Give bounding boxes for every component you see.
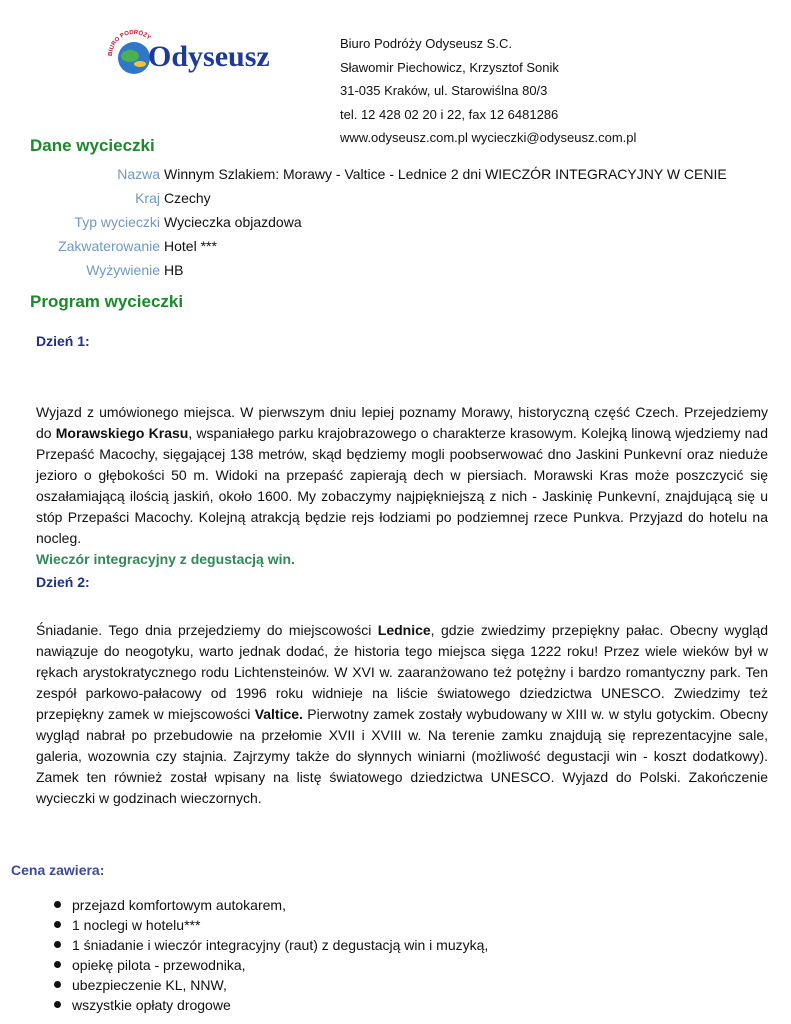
price-includes-title: Cena zawiera:	[11, 862, 105, 878]
bullet-icon	[54, 961, 61, 968]
list-item	[50, 895, 488, 915]
list-item	[50, 955, 488, 975]
day2-bold-lednice: Lednice	[377, 622, 431, 638]
detail-label: Nazwa	[117, 166, 160, 182]
list-item	[50, 935, 488, 955]
bullet-icon	[54, 921, 61, 928]
detail-row-accommodation	[0, 234, 791, 258]
day1-title: Dzień 1:	[36, 333, 90, 349]
list-item-text: 1 noclegi w hotelu***	[72, 917, 201, 933]
detail-label: Kraj	[135, 190, 160, 206]
odyseusz-logo	[106, 26, 306, 78]
detail-value: HB	[164, 262, 184, 278]
logo-arc-text: BIURO PODRÓŻY	[107, 29, 152, 57]
list-item	[50, 915, 488, 935]
bullet-icon	[54, 1001, 61, 1008]
detail-value: Winnym Szlakiem: Morawy - Valtice - Lednice 2 dni WIECZÓR INTEGRACYJNY W CENIE	[164, 166, 727, 182]
section-title-program: Program wycieczki	[30, 292, 184, 311]
price-includes-list	[50, 895, 488, 1015]
agency-phone: tel. 12 428 02 20 i 22, fax 12 6481286	[340, 106, 559, 122]
list-item-text: 1 śniadanie i wieczór integracyjny (raut) z degustacją win i muzyką,	[72, 937, 489, 953]
day1-highlight: Wieczór integracyjny z degustacją win.	[36, 551, 295, 567]
list-item-text: wszystkie opłaty drogowe	[72, 997, 231, 1013]
agency-address: 31-035 Kraków, ul. Starowiślna 80/3	[340, 83, 548, 98]
globe-land	[121, 50, 139, 62]
detail-value: Wycieczka objazdowa	[164, 214, 302, 230]
list-item	[50, 975, 488, 995]
day1-text-1: Wyjazd z umówionego miejsca. W pierwszym dniu lepiej poznamy Morawy, historyczną część Czech. Przejedziemy do	[36, 404, 768, 441]
list-item-text: opiekę pilota - przewodnika,	[72, 957, 246, 973]
day1-text-2: , wspaniałego parku krajobrazowego o charakterze krasowym. Kolejką linową wjedziemy nad Przepaść Macochy, sięgającej 138 metrów, skąd będziemy mogli poobserwować dno Jaskini Punkevní oraz nieduże jezioro o głębokości 50 m. Widoki na przepaść zapierają dech w piersiach. Morawski Kras może poszczycić się oszałamiającą ilością jaskiń, około 1600. My zobaczymy najpiękniejszą z nich - Jaskinię Punkevní, znajdującą się u stóp Przepaści Macochy. Kolejną atrakcją będzie rejs łodziami po podziemnej rzece Punkva. Przyjazd do hotelu na nocleg.	[36, 425, 768, 546]
section-title-details: Dane wycieczki	[30, 136, 155, 155]
list-item-text: przejazd komfortowym autokarem,	[72, 897, 286, 913]
day2-title: Dzień 2:	[36, 574, 90, 590]
detail-label: Typ wycieczki	[74, 214, 160, 230]
day2-text-3: Pierwotny zamek zostały wybudowany w XIII w. w stylu gotyckim. Obecny wygląd nabrał po przebudowie na przełomie XVII i XVIII w. Na terenie zamku znajdują się reprezentacyjne sale, galeria, wozownia czy stajnia. Zajrzymy także do słynnych winiarni (możliwość degustacji win - koszt dodatkowy). Zamek ten również został wpisany na listę światowego dziedzictwa UNESCO. Wyjazd do Polski. Zakończenie wycieczki w godzinach wieczornych.	[36, 706, 768, 806]
day2-description	[36, 620, 768, 809]
detail-value: Czechy	[164, 190, 211, 206]
agency-info	[340, 32, 636, 150]
list-item	[50, 995, 488, 1015]
agency-web-email: www.odyseusz.com.pl wycieczki@odyseusz.com.pl	[340, 130, 637, 145]
day2-bold-valtice: Valtice.	[254, 706, 303, 722]
bullet-icon	[54, 981, 61, 988]
list-item-text: ubezpieczenie KL, NNW,	[72, 977, 227, 993]
detail-row-type	[0, 210, 791, 234]
agency-owners: Sławomir Piechowicz, Krzysztof Sonik	[340, 59, 559, 75]
globe-sun	[134, 61, 146, 67]
detail-value: Hotel ***	[164, 238, 217, 254]
bullet-icon	[54, 901, 61, 908]
day2-text-1: Śniadanie. Tego dnia przejedziemy do miejscowości	[36, 622, 378, 638]
detail-row-country	[0, 186, 791, 210]
day2-text-2: , gdzie zwiedzimy przepiękny pałac. Obecny wygląd nawiązuje do neogotyku, warto jednak dodać, że historia tego miejsca sięga 1222 roku! Przez wiele wieków był w rękach arystokratycznego rodu Lichtensteinów. W XVI w. zaaranżowano też potężny i bardzo romantyczny park. Ten zespół parkowo-pałacowy od 1996 roku widnieje na liście światowego dziedzictwa UNESCO. Zwiedzimy też przepiękny zamek w miejscowości	[36, 622, 768, 722]
detail-row-meals	[0, 258, 791, 282]
day1-description	[36, 402, 768, 570]
bullet-icon	[54, 941, 61, 948]
trip-details	[0, 162, 791, 282]
detail-label: Wyżywienie	[86, 262, 160, 278]
logo-brand-text: Odyseusz	[148, 40, 270, 73]
detail-label: Zakwaterowanie	[58, 238, 160, 254]
detail-row-name	[0, 162, 791, 186]
day1-bold-morawski-kras: Morawskiego Krasu	[55, 425, 189, 441]
agency-name: Biuro Podróży Odyseusz S.C.	[340, 36, 512, 51]
